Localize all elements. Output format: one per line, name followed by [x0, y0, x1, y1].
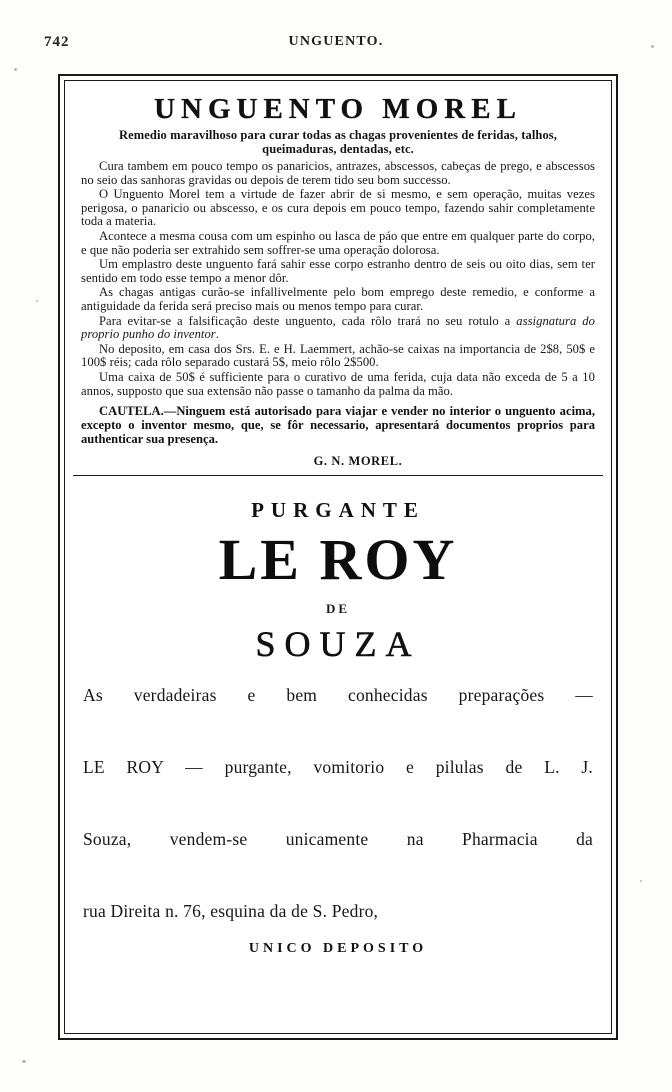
running-head: [0, 34, 672, 54]
morel-signature: G. N. MOREL.: [313, 454, 403, 469]
leroy-body-line: rua Direita n. 76, esquina da de S. Pedro,: [83, 901, 379, 922]
scan-speck: [651, 45, 654, 48]
leroy-brand: LE ROY: [218, 527, 458, 593]
morel-title: UNGUENTO MOREL: [154, 93, 522, 125]
morel-subtitle: Remedio maravilhoso para curar todas as chagas provenientes de feridas, talhos, queimaduras, dentadas, etc.: [119, 128, 557, 156]
scan-speck: [22, 1060, 26, 1063]
leroy-footer: UNICO DEPOSITO: [248, 941, 428, 957]
morel-paragraph: Acontece a mesma cousa com um espinho ou lasca de páo que entre em qualquer parte do corpo, e que não poderia ser extrahido sem soffrer-se uma operação dolorosa.: [81, 228, 595, 257]
advertisement-frame: [58, 74, 618, 1040]
morel-paragraph-prices: No deposito, em casa dos Srs. E. e H. Laemmert, achão-se caixas na importancia de 2$8, 50$ e 100$ réis; cada rôlo separado custará 5$, meio rôlo 2$500.: [81, 341, 595, 370]
advertisement-content: [65, 81, 611, 1033]
morel-paragraph-dosage: Uma caixa de 50$ é sufficiente para o curativo de uma ferida, cuja data não exceda de 5 a 10 annos, supposto que sua extensão não passe o tamanho da palma da mão.: [81, 369, 595, 398]
morel-caution: [81, 404, 595, 446]
morel-paragraph: O Unguento Morel tem a virtude de fazer abrir de si mesmo, e sem operação, muitas vezes perigosa, o panaricio ou abscesso, e os cura depois em pouco tempo, fazendo sahir completamente toda a materia.: [81, 187, 595, 229]
scan-speck: [36, 300, 38, 302]
leroy-body-text: [81, 675, 595, 929]
scan-speck: [640, 880, 642, 882]
morel-paragraph: Cura tambem em pouco tempo os panaricios, antrazes, abscessos, cabeças de prego, e abscessos no seio das sanhoras gravidas ou depois de terem tido seu bom successo.: [81, 159, 595, 187]
morel-paragraph: As chagas antigas curão-se infallivelmente pelo bom emprego deste remedio, e conforme a antiguidade da ferida será preciso mais ou menos tempo para curar.: [81, 285, 595, 313]
leroy-body-line: As verdadeiras e bem conhecidas preparações —: [83, 685, 593, 706]
morel-paragraph: Um emplastro deste unguento fará sahir esse corpo estranho dentro de seis ou oito dias, sem ter sentido em todo esse tempo a menor dôr.: [81, 257, 595, 285]
leroy-body-line: Souza, vendem-se unicamente na Pharmacia da: [83, 829, 593, 850]
page-number: 742: [44, 34, 70, 50]
leroy-connector: DE: [325, 601, 351, 617]
running-head-title: UNGUENTO.: [288, 34, 384, 49]
leroy-kicker: PURGANTE: [251, 498, 425, 523]
leroy-maker: SOUZA: [255, 624, 421, 665]
morel-caution-label: CAUTELA.—: [99, 404, 177, 419]
le-roy-ad: [81, 476, 595, 957]
unguento-morel-ad: [81, 93, 595, 469]
scan-speck: [14, 68, 17, 71]
morel-paragraph-signature-notice: Para evitar-se a falsificação deste unguento, cada rôlo trará no seu rotulo a assignatura do proprio punho do inventor.: [81, 313, 595, 342]
leroy-body-line: LE ROY — purgante, vomitorio e pilulas de L. J.: [83, 757, 593, 778]
morel-caution-text: Ninguem está autorisado para viajar e vender no interior o unguento acima, excepto o inventor mesmo, que, se fôr necessario, apresentará documentos proprios para authenticar sua presença.: [81, 404, 595, 447]
